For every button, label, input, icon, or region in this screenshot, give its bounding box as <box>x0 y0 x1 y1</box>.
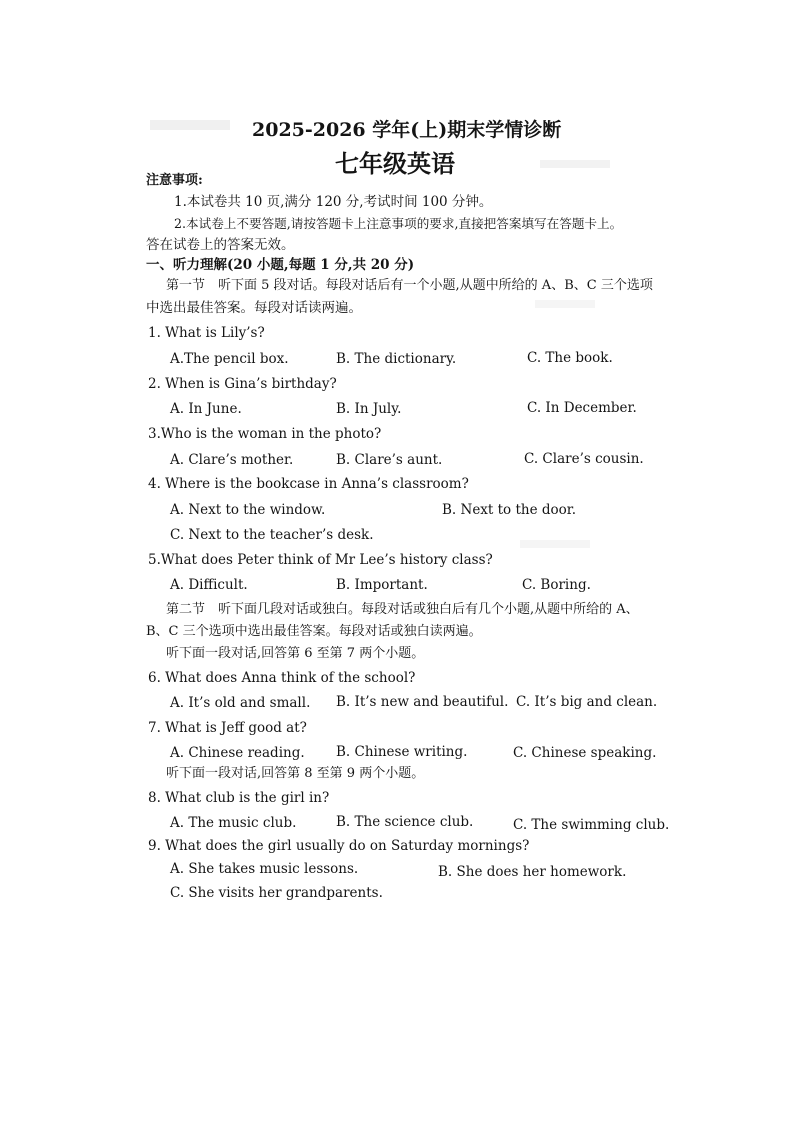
section2-instructions: 第二节 听下面几段对话或独白。每段对话或独白后有几个小题,从题中所给的 A、 <box>166 602 639 617</box>
q9-option-b: B. She does her homework. <box>438 864 627 880</box>
q2-option-a: A. In June. <box>170 401 242 417</box>
q4-option-b: B. Next to the door. <box>442 502 577 518</box>
q9-option-a: A. She takes music lessons. <box>170 861 359 877</box>
q6-option-a: A. It’s old and small. <box>170 695 311 711</box>
q1-option-a: A.The pencil box. <box>170 351 289 367</box>
question-5: 5.What does Peter think of Mr Lee’s history class? <box>148 552 493 568</box>
q6-option-b: B. It’s new and beautiful. <box>336 694 509 710</box>
exam-title: 2025-2026 学年(上)期末学情诊断 <box>252 119 562 141</box>
q2-option-c: C. In December. <box>527 400 637 416</box>
q1-option-b: B. The dictionary. <box>336 351 457 367</box>
q7-option-a: A. Chinese reading. <box>170 745 305 761</box>
q5-option-a: A. Difficult. <box>170 577 248 593</box>
q3-option-c: C. Clare’s cousin. <box>524 451 644 467</box>
part1-heading: 一、听力理解(20 小题,每题 1 分,共 20 分) <box>146 257 415 273</box>
section1-instructions: 第一节 听下面 5 段对话。每段对话后有一个小题,从题中所给的 A、B、C 三个选项 <box>166 278 653 293</box>
q9-option-c: C. She visits her grandparents. <box>170 885 383 901</box>
question-4: 4. Where is the bookcase in Anna’s classroom? <box>148 476 469 492</box>
q7-option-b: B. Chinese writing. <box>336 744 468 760</box>
question-6: 6. What does Anna think of the school? <box>148 670 416 686</box>
q8-option-b: B. The science club. <box>336 814 474 830</box>
q8-option-a: A. The music club. <box>170 815 297 831</box>
question-7: 7. What is Jeff good at? <box>148 720 307 736</box>
instructions-q6-q7: 听下面一段对话,回答第 6 至第 7 两个小题。 <box>166 646 425 661</box>
q8-option-c: C. The swimming club. <box>513 817 670 833</box>
question-9: 9. What does the girl usually do on Saturday mornings? <box>148 838 530 854</box>
q3-option-a: A. Clare’s mother. <box>170 452 294 468</box>
q2-option-b: B. In July. <box>336 401 402 417</box>
question-8: 8. What club is the girl in? <box>148 790 330 806</box>
notice-item-2-cont: 答在试卷上的答案无效。 <box>146 237 295 253</box>
question-1: 1. What is Lily’s? <box>148 325 265 341</box>
q3-option-b: B. Clare’s aunt. <box>336 452 443 468</box>
q7-option-c: C. Chinese speaking. <box>513 745 657 761</box>
section1-instructions-cont: 中选出最佳答案。每段对话读两遍。 <box>146 300 362 316</box>
q6-option-c: C. It’s big and clean. <box>516 694 658 710</box>
notice-heading: 注意事项: <box>146 173 203 188</box>
q4-option-a: A. Next to the window. <box>170 502 326 518</box>
q5-option-c: C. Boring. <box>522 577 591 593</box>
section2-instructions-cont: B、C 三个选项中选出最佳答案。每段对话或独白读两遍。 <box>146 624 482 639</box>
instructions-q8-q9: 听下面一段对话,回答第 8 至第 9 两个小题。 <box>166 766 425 781</box>
q1-option-c: C. The book. <box>527 350 613 366</box>
notice-item-1: 1.本试卷共 10 页,满分 120 分,考试时间 100 分钟。 <box>174 194 493 210</box>
notice-item-2: 2.本试卷上不要答题,请按答题卡上注意事项的要求,直接把答案填写在答题卡上。 <box>174 216 623 231</box>
q4-option-c: C. Next to the teacher’s desk. <box>170 527 374 543</box>
question-3: 3.Who is the woman in the photo? <box>148 426 382 442</box>
q5-option-b: B. Important. <box>336 577 428 593</box>
question-2: 2. When is Gina’s birthday? <box>148 376 337 392</box>
exam-subject: 七年级英语 <box>335 149 455 178</box>
